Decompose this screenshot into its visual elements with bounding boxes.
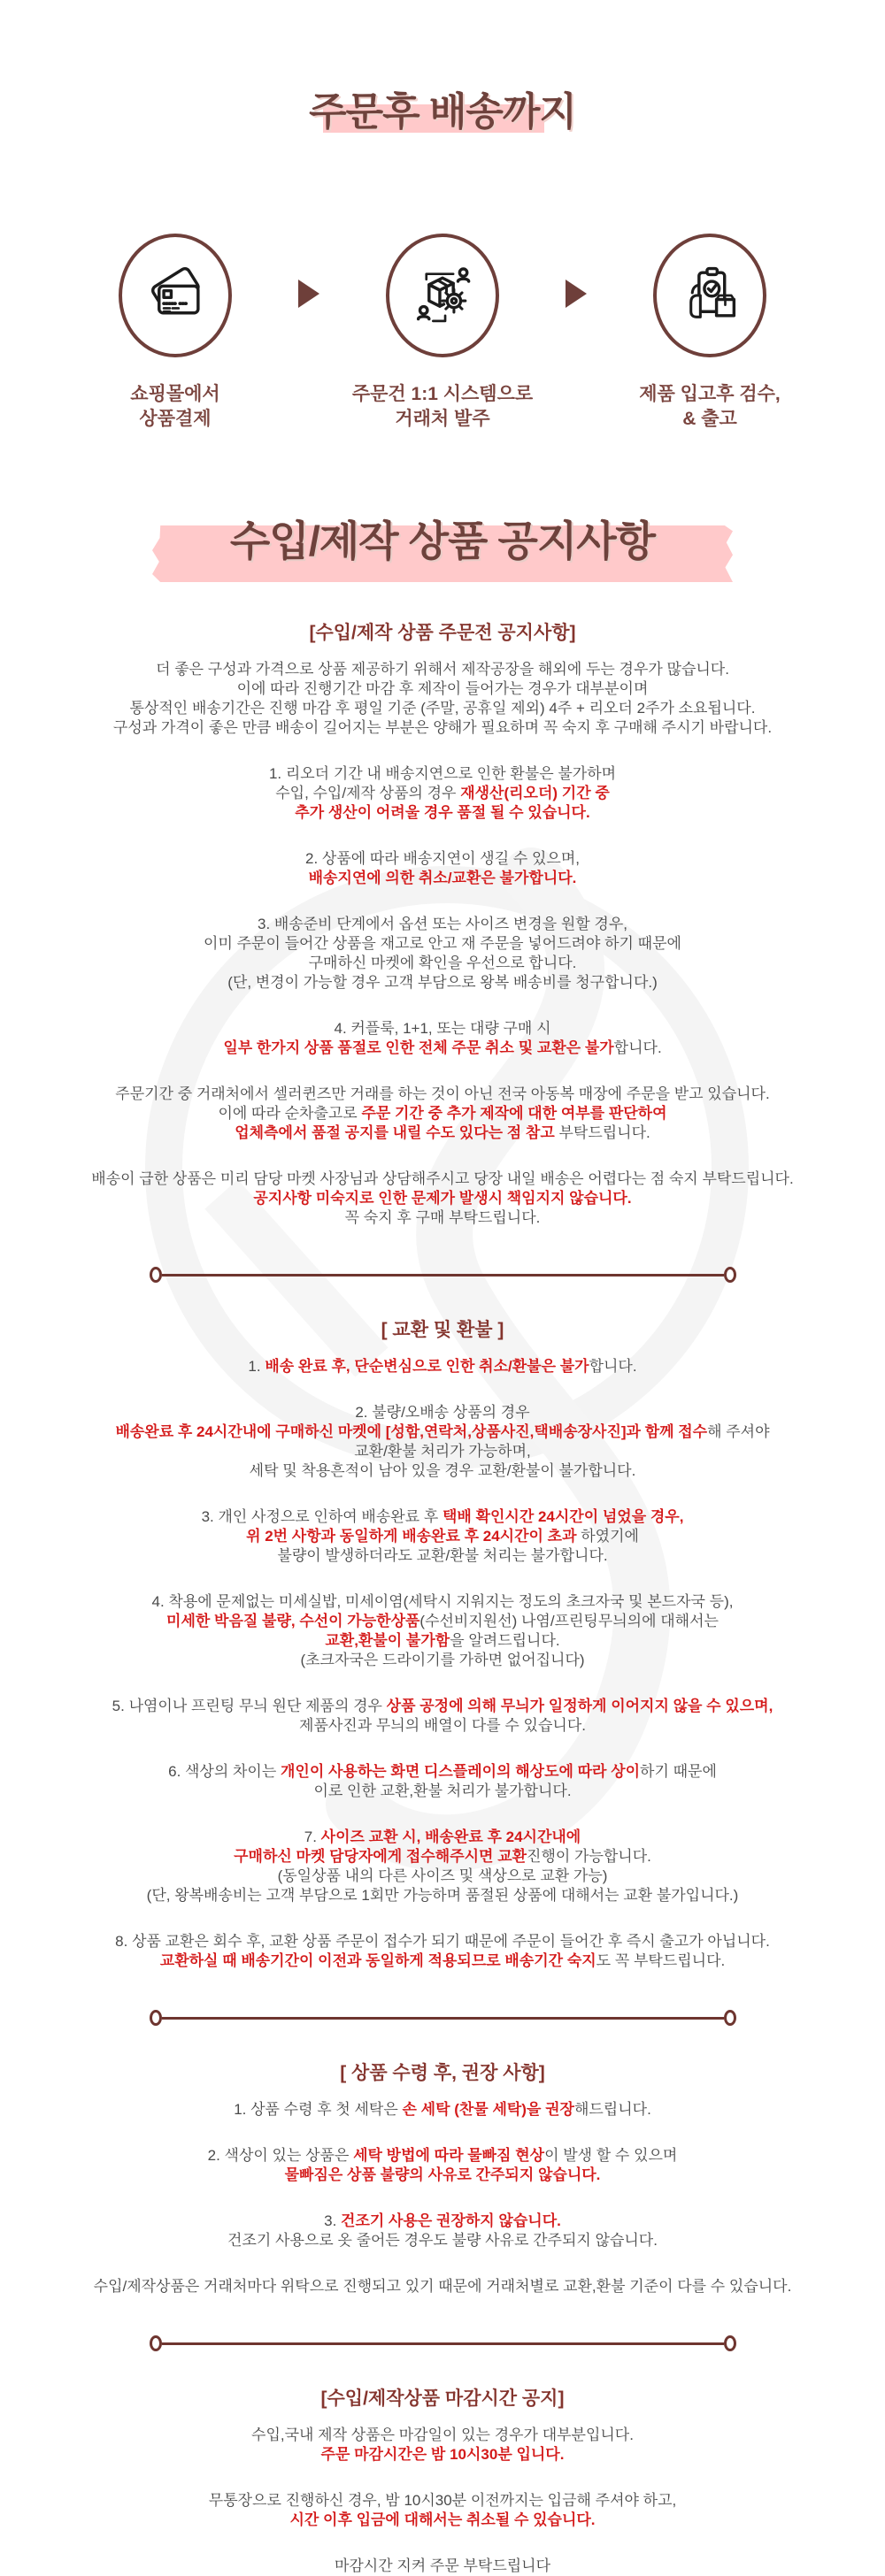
step-circle bbox=[119, 234, 232, 357]
credit-card-icon bbox=[142, 262, 209, 329]
notice-text: 4. 착용에 문제없는 미세실밥, 미세이염(세탁시 지워지는 정도의 초크자국 및 본드자국 등), bbox=[151, 1593, 734, 1610]
order-system-icon bbox=[409, 262, 476, 329]
notice-line bbox=[18, 1951, 867, 1971]
notice-text: 불량이 발생하더라도 교환/환불 처리는 불가합니다. bbox=[277, 1547, 608, 1564]
notice-line bbox=[18, 1651, 867, 1670]
notice-blocks bbox=[0, 582, 885, 2576]
notice-line bbox=[18, 1357, 867, 1376]
notice-line bbox=[18, 973, 867, 993]
section-heading: [수입/제작상품 마감시간 공지] bbox=[320, 2388, 565, 2409]
step-circle bbox=[653, 234, 766, 357]
notice-text: 수입/제작상품은 거래처마다 위탁으로 진행되고 있기 때문에 거래처별로 교환,환불 기준이 다를 수 있습니다. bbox=[93, 2278, 792, 2295]
step-caption-line: 거래처 발주 bbox=[395, 409, 490, 429]
notice-text: 수입, 수입/제작 상품의 경우 bbox=[275, 785, 461, 801]
notice-text-alert: 시간 이후 입금에 대해서는 취소될 수 있습니다. bbox=[289, 2511, 596, 2528]
notice-line bbox=[18, 1169, 867, 1189]
notice-text: 1. 상품 수령 후 첫 세탁은 bbox=[234, 2101, 403, 2118]
step-caption bbox=[599, 382, 820, 432]
notice-line bbox=[18, 2426, 867, 2445]
notice-text: 교환/환불 처리가 가능하며, bbox=[354, 1443, 531, 1460]
notice-text-alert: 손 세탁 (찬물 세탁)을 권장 bbox=[402, 2101, 574, 2118]
notice-text: 진행이 가능합니다. bbox=[527, 1848, 651, 1865]
notice-text-alert: 택배 확인시간 24시간이 넘었을 경우, bbox=[442, 1508, 684, 1525]
divider-line bbox=[162, 1274, 724, 1276]
section-heading: [ 상품 수령 후, 권장 사항] bbox=[340, 2063, 545, 2083]
notice-paragraph bbox=[18, 2557, 867, 2576]
notice-text-alert: 세탁 방법에 따라 물빠짐 현상 bbox=[353, 2147, 545, 2164]
notice-banner bbox=[0, 487, 885, 582]
notice-text: 2. 불량/오배송 상품의 경우 bbox=[355, 1404, 530, 1421]
notice-line bbox=[18, 1847, 867, 1867]
notice-paragraph bbox=[18, 915, 867, 993]
notice-text-alert: 상품 공정에 의해 무늬가 일정하게 이어지지 않을 수 있으며, bbox=[386, 1698, 773, 1714]
notice-line bbox=[18, 679, 867, 699]
notice-text-alert: 일부 한가지 상품 품절로 인한 전체 주문 취소 및 교환은 불가 bbox=[223, 1039, 614, 1056]
notice-paragraph bbox=[18, 2146, 867, 2185]
notice-text-alert: 배송지연에 의한 취소/교환은 불가합니다. bbox=[308, 870, 577, 886]
notice-text: 해드립니다. bbox=[573, 2101, 651, 2118]
notice-line bbox=[18, 1403, 867, 1422]
divider-line bbox=[162, 2017, 724, 2020]
notice-paragraph bbox=[18, 660, 867, 738]
notice-text: (동일상품 내의 다른 사이즈 및 색상으로 교환 가능) bbox=[277, 1867, 608, 1884]
notice-line bbox=[18, 2277, 867, 2296]
notice-line bbox=[18, 954, 867, 973]
notice-text-alert: 구매하신 마켓 담당자에게 접수해주시면 교환 bbox=[234, 1848, 527, 1865]
notice-line bbox=[18, 2491, 867, 2511]
notice-text: 건조기 사용으로 옷 줄어든 경우도 불량 사유로 간주되지 않습니다. bbox=[227, 2232, 658, 2249]
notice-text: 3. 개인 사정으로 인하여 배송완료 후 bbox=[201, 1508, 442, 1525]
notice-line bbox=[18, 1886, 867, 1905]
notice-line bbox=[18, 934, 867, 954]
notice-text: (단, 변경이 가능할 경우 고객 부담으로 왕복 배송비를 청구합니다.) bbox=[227, 974, 658, 991]
step-caption bbox=[332, 382, 553, 432]
notice-text: 꼭 숙지 후 구매 부탁드립니다. bbox=[344, 1209, 541, 1226]
notice-text: 구매하신 마켓에 확인을 우선으로 합니다. bbox=[308, 954, 577, 971]
notice-text: 이로 인한 교환,환불 처리가 불가합니다. bbox=[313, 1782, 572, 1799]
step-caption-line: 상품결제 bbox=[139, 409, 212, 429]
notice-text: 이 발생 할 수 있으며 bbox=[544, 2147, 678, 2164]
notice-line bbox=[18, 1527, 867, 1546]
notice-text-alert: 건조기 사용은 권장하지 않습니다. bbox=[341, 2212, 561, 2229]
notice-paragraph bbox=[18, 2426, 867, 2465]
divider-ring bbox=[150, 2335, 162, 2351]
notice-text: 2. 상품에 따라 배송지연이 생길 수 있으며, bbox=[305, 850, 580, 867]
notice-line bbox=[18, 764, 867, 784]
notice-text: 합니다. bbox=[589, 1358, 637, 1375]
step-caption-line: 주문건 1:1 시스템으로 bbox=[351, 384, 534, 404]
notice-text: 더 좋은 구성과 가격으로 상품 제공하기 위해서 제작공장을 해외에 두는 경우가 많습니다. bbox=[156, 661, 729, 678]
notice-text: 배송이 급한 상품은 미리 담당 마켓 사장님과 상담해주시고 당장 내일 배송은 어렵다는 점 숙지 부탁드립니다. bbox=[91, 1170, 794, 1187]
divider-line bbox=[162, 2342, 724, 2345]
notice-text: 이에 따라 순차출고로 bbox=[218, 1105, 362, 1122]
notice-line bbox=[18, 1189, 867, 1208]
arrow-right-icon bbox=[566, 280, 587, 308]
notice-paragraph bbox=[18, 1357, 867, 1376]
notice-line bbox=[18, 1828, 867, 1847]
notice-paragraph bbox=[18, 1932, 867, 1971]
notice-text: 을 알려드립니다. bbox=[450, 1632, 560, 1649]
notice-text-alert: 위 2번 사항과 동일하게 배송완료 후 24시간이 초과 bbox=[246, 1528, 577, 1545]
notice-line bbox=[18, 1507, 867, 1527]
notice-text: 2. 색상이 있는 상품은 bbox=[207, 2147, 354, 2164]
notice-paragraph bbox=[18, 2100, 867, 2120]
notice-banner-title: 수입/제작 상품 공지사항 bbox=[229, 518, 656, 564]
notice-line bbox=[18, 915, 867, 934]
notice-line bbox=[18, 2445, 867, 2465]
notice-paragraph bbox=[18, 1169, 867, 1228]
step-caption-line: 쇼핑몰에서 bbox=[130, 384, 220, 404]
notice-text: 세탁 및 착용흔적이 남아 있을 경우 교환/환불이 불가합니다. bbox=[249, 1462, 636, 1479]
notice-text: 하기 때문에 bbox=[640, 1763, 717, 1780]
process-steps bbox=[0, 234, 885, 432]
section-divider bbox=[150, 2012, 736, 2024]
notice-text: 합니다. bbox=[613, 1039, 662, 1056]
notice-line bbox=[18, 1085, 867, 1104]
notice-line bbox=[18, 1762, 867, 1782]
notice-line bbox=[18, 1716, 867, 1736]
notice-text-alert: 교환,환불이 불가함 bbox=[325, 1632, 450, 1649]
process-title-block bbox=[0, 0, 885, 134]
notice-text: 주문기간 중 거래처에서 셀러퀸즈만 거래를 하는 것이 아닌 전국 아동복 매장에 주문을 받고 있습니다. bbox=[115, 1085, 770, 1102]
notice-text: 도 꼭 부탁드립니다. bbox=[596, 1952, 726, 1969]
notice-text-alert: 배송완료 후 24시간내에 구매하신 마켓에 [성함,연락처,상품사진,택배송장사진]과 함께 접수 bbox=[115, 1423, 708, 1440]
notice-text: 이에 따라 진행기간 마감 후 제작이 들어가는 경우가 대부분이며 bbox=[236, 680, 649, 697]
section-divider bbox=[150, 1269, 736, 1281]
process-step-payment bbox=[65, 234, 286, 432]
notice-paragraph bbox=[18, 1697, 867, 1736]
notice-text-alert: 개인이 사용하는 화면 디스플레이의 해상도에 따라 상이 bbox=[281, 1763, 641, 1780]
notice-line bbox=[18, 2166, 867, 2185]
notice-line bbox=[18, 1461, 867, 1481]
divider-ring bbox=[724, 2010, 736, 2026]
notice-text: 이미 주문이 들어간 상품을 재고로 안고 재 주문을 넣어드려야 하기 때문에 bbox=[204, 935, 681, 952]
arrow-right-icon bbox=[298, 280, 319, 308]
notice-text-alert: 배송 완료 후, 단순변심으로 인한 취소/환불은 불가 bbox=[265, 1358, 589, 1375]
notice-line bbox=[18, 784, 867, 803]
notice-line bbox=[18, 2511, 867, 2530]
notice-paragraph bbox=[18, 1592, 867, 1670]
inspection-shipping-icon bbox=[676, 262, 743, 329]
notice-line bbox=[18, 699, 867, 718]
process-step-inspection bbox=[599, 234, 820, 432]
notice-line bbox=[18, 2146, 867, 2166]
notice-text: 8. 상품 교환은 회수 후, 교환 상품 주문이 접수가 되기 때문에 주문이 들어간 후 즉시 출고가 아닙니다. bbox=[115, 1933, 770, 1950]
notice-text: 3. bbox=[324, 2212, 342, 2229]
notice-line bbox=[18, 1592, 867, 1612]
notice-text: 통상적인 배송기간은 진행 마감 후 평일 기준 (주말, 공휴일 제외) 4주 + 리오더 2주가 소요됩니다. bbox=[129, 700, 756, 717]
notice-line bbox=[18, 1782, 867, 1801]
notice-line bbox=[18, 1208, 867, 1228]
notice-line bbox=[18, 2212, 867, 2231]
notice-text-alert: 사이즈 교환 시, 배송완료 후 24시간내에 bbox=[320, 1828, 581, 1845]
notice-text-alert: 미세한 박음질 불량, 수선이 가능한상품 bbox=[166, 1613, 420, 1629]
notice-line bbox=[18, 1422, 867, 1442]
notice-line bbox=[18, 1867, 867, 1886]
notice-line bbox=[18, 1104, 867, 1123]
notice-text-alert: 주문 기간 중 추가 제작에 대한 여부를 판단하여 bbox=[361, 1105, 667, 1122]
divider-ring bbox=[724, 1267, 736, 1283]
notice-line bbox=[18, 869, 867, 888]
notice-line bbox=[18, 2557, 867, 2576]
divider-ring bbox=[150, 1267, 162, 1283]
notice-line bbox=[18, 1019, 867, 1039]
notice-paragraph bbox=[18, 2491, 867, 2530]
notice-text: 무통장으로 진행하신 경우, 밤 10시30분 이전까지는 입금해 주셔야 하고, bbox=[208, 2492, 677, 2509]
notice-line bbox=[18, 1546, 867, 1566]
notice-text: 4. 커플룩, 1+1, 또는 대량 구매 시 bbox=[334, 1020, 551, 1037]
process-title: 주문후 배송까지 bbox=[309, 90, 576, 134]
notice-paragraph bbox=[18, 849, 867, 888]
step-circle bbox=[386, 234, 499, 357]
notice-line bbox=[18, 1631, 867, 1651]
notice-line bbox=[18, 2100, 867, 2120]
notice-line bbox=[18, 849, 867, 869]
notice-text: (초크자국은 드라이기를 가하면 없어집니다) bbox=[300, 1652, 585, 1668]
notice-text-alert: 주문 마감시간은 밤 10시30분 입니다. bbox=[320, 2446, 565, 2463]
process-step-order bbox=[332, 234, 553, 432]
notice-line bbox=[18, 1932, 867, 1951]
notice-paragraph bbox=[18, 1507, 867, 1566]
notice-paragraph bbox=[18, 764, 867, 823]
notice-text: 1. bbox=[248, 1358, 266, 1375]
notice-text-alert: 물빠짐은 상품 불량의 사유로 간주되지 않습니다. bbox=[284, 2166, 601, 2183]
divider-ring bbox=[150, 2010, 162, 2026]
section-divider bbox=[150, 2337, 736, 2350]
notice-line bbox=[18, 2231, 867, 2250]
notice-text: 구성과 가격이 좋은 만큼 배송이 길어지는 부분은 양해가 필요하며 꼭 숙지 후 구매해 주시기 바랍니다. bbox=[112, 719, 773, 736]
notice-line bbox=[18, 1123, 867, 1143]
notice-paragraph bbox=[18, 1403, 867, 1481]
step-caption-line: 제품 입고후 검수, bbox=[639, 384, 781, 404]
notice-text: 해 주셔야 bbox=[707, 1423, 770, 1440]
step-caption bbox=[65, 382, 286, 432]
notice-line bbox=[18, 1039, 867, 1058]
notice-text: 마감시간 지켜 주문 부탁드립니다 bbox=[334, 2557, 551, 2574]
notice-paragraph bbox=[18, 1085, 867, 1143]
notice-text: 1. 리오더 기간 내 배송지연으로 인한 환불은 불가하며 bbox=[268, 765, 617, 782]
notice-paragraph bbox=[18, 1019, 867, 1058]
notice-line bbox=[18, 803, 867, 823]
section-heading: [수입/제작 상품 주문전 공지사항] bbox=[309, 623, 576, 643]
divider-ring bbox=[724, 2335, 736, 2351]
notice-text: 부탁드립니다. bbox=[554, 1124, 650, 1141]
notice-paragraph bbox=[18, 1762, 867, 1801]
notice-paragraph bbox=[18, 1828, 867, 1905]
notice-text-alert: 추가 생산이 어려울 경우 품절 될 수 있습니다. bbox=[295, 804, 590, 821]
notice-text: 6. 색상의 차이는 bbox=[168, 1763, 281, 1780]
notice-text: 하였기에 bbox=[576, 1528, 639, 1545]
notice-text-alert: 교환하실 때 배송기간이 이전과 동일하게 적용되므로 배송기간 숙지 bbox=[159, 1952, 596, 1969]
notice-text-alert: 공지사항 미숙지로 인한 문제가 발생시 책임지지 않습니다. bbox=[253, 1190, 632, 1207]
notice-text: (단, 왕복배송비는 고객 부담으로 1회만 가능하며 품절된 상품에 대해서는 교환 불가입니다.) bbox=[146, 1887, 739, 1904]
notice-paragraph bbox=[18, 2277, 867, 2296]
notice-text: 7. bbox=[304, 1828, 321, 1845]
notice-line bbox=[18, 1442, 867, 1461]
notice-text-alert: 업체측에서 품절 공지를 내릴 수도 있다는 점 참고 bbox=[235, 1124, 555, 1141]
step-caption-line: & 출고 bbox=[682, 409, 737, 429]
notice-text: 5. 나염이나 프린팅 무늬 원단 제품의 경우 bbox=[112, 1698, 387, 1714]
notice-line bbox=[18, 718, 867, 738]
notice-text: 수입,국내 제작 상품은 마감일이 있는 경우가 대부분입니다. bbox=[251, 2426, 634, 2443]
notice-line bbox=[18, 1612, 867, 1631]
notice-text-alert: 재생산(리오더) 기간 중 bbox=[460, 785, 610, 801]
section-heading: [ 교환 및 환불 ] bbox=[381, 1320, 504, 1340]
notice-text: (수선비지원선) 나염/프린팅무늬의에 대해서는 bbox=[419, 1613, 719, 1629]
notice-paragraph bbox=[18, 2212, 867, 2250]
notice-text: 제품사진과 무늬의 배열이 다를 수 있습니다. bbox=[299, 1717, 586, 1734]
notice-text: 3. 배송준비 단계에서 옵션 또는 사이즈 변경을 원할 경우, bbox=[258, 916, 627, 932]
notice-line bbox=[18, 660, 867, 679]
notice-line bbox=[18, 1697, 867, 1716]
